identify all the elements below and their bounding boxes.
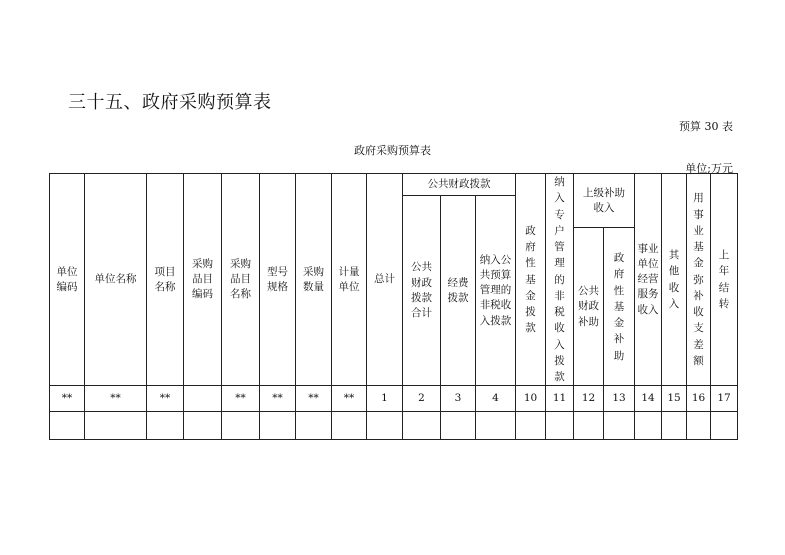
index-cell: 14 xyxy=(635,386,662,412)
header-model-spec: 型号规格 xyxy=(260,174,296,386)
page-heading: 三十五、政府采购预算表 xyxy=(68,92,272,113)
index-cell: 17 xyxy=(711,386,738,412)
data-cell xyxy=(85,412,147,440)
data-cell xyxy=(574,412,604,440)
header-public-finance-subtotal: 公共财政拨款合计 xyxy=(403,196,441,386)
index-cell: ** xyxy=(147,386,184,412)
data-cell xyxy=(260,412,296,440)
header-superior-subsidy-group: 上级补助收入 xyxy=(574,174,635,228)
procurement-budget-table xyxy=(49,173,738,440)
data-cell xyxy=(516,412,546,440)
index-cell: ** xyxy=(85,386,147,412)
header-measure-unit: 计量单位 xyxy=(332,174,367,386)
header-proc-qty: 采购数量 xyxy=(296,174,332,386)
data-cell xyxy=(403,412,441,440)
header-fund-deficit: 用事业基金弥补收支差额 xyxy=(687,174,711,386)
header-gov-fund-subsidy: 政府性基金补助 xyxy=(604,228,635,386)
unit-label: 单位;万元 xyxy=(685,162,733,175)
table-row-index xyxy=(50,386,738,412)
table-number: 预算 30 表 xyxy=(679,120,733,133)
data-cell xyxy=(476,412,516,440)
header-public-finance-group: 公共财政拨款 xyxy=(403,174,516,196)
index-cell: 16 xyxy=(687,386,711,412)
data-cell xyxy=(687,412,711,440)
header-operating-allocation: 经费拨款 xyxy=(441,196,476,386)
index-cell: 1 xyxy=(367,386,403,412)
index-cell: 11 xyxy=(546,386,574,412)
data-cell xyxy=(604,412,635,440)
header-gov-fund-allocation: 政府性基金拨款 xyxy=(516,174,546,386)
header-unit-code: 单位编码 xyxy=(50,174,85,386)
index-cell: 4 xyxy=(476,386,516,412)
data-cell xyxy=(662,412,687,440)
index-cell: ** xyxy=(222,386,260,412)
data-cell xyxy=(635,412,662,440)
data-cell xyxy=(184,412,222,440)
index-cell: 13 xyxy=(604,386,635,412)
header-prior-carryover: 上年结转 xyxy=(711,174,738,386)
index-cell: ** xyxy=(50,386,85,412)
index-cell: 10 xyxy=(516,386,546,412)
index-cell: 2 xyxy=(403,386,441,412)
header-unit-name: 单位名称 xyxy=(85,174,147,386)
table-caption: 政府采购预算表 xyxy=(354,144,431,157)
header-project-name: 项目名称 xyxy=(147,174,184,386)
index-cell: 12 xyxy=(574,386,604,412)
index-cell xyxy=(184,386,222,412)
header-public-finance-subsidy: 公共财政补助 xyxy=(574,228,604,386)
data-cell xyxy=(147,412,184,440)
table-row-empty xyxy=(50,412,738,440)
index-cell: ** xyxy=(260,386,296,412)
data-cell xyxy=(367,412,403,440)
data-cell xyxy=(296,412,332,440)
data-cell xyxy=(332,412,367,440)
header-special-nontax: 纳入专户管理的非税收入拨款 xyxy=(546,174,574,386)
header-proc-item-name: 采购品目名称 xyxy=(222,174,260,386)
index-cell: 15 xyxy=(662,386,687,412)
header-total: 总计 xyxy=(367,174,403,386)
header-other-income: 其他收入 xyxy=(662,174,687,386)
data-cell xyxy=(222,412,260,440)
index-cell: 3 xyxy=(441,386,476,412)
data-cell xyxy=(711,412,738,440)
header-business-income: 事业单位经营服务收入 xyxy=(635,174,662,386)
data-cell xyxy=(546,412,574,440)
index-cell: ** xyxy=(296,386,332,412)
data-cell xyxy=(441,412,476,440)
header-proc-item-code: 采购品目编码 xyxy=(184,174,222,386)
index-cell: ** xyxy=(332,386,367,412)
header-non-tax-allocation: 纳入公共预算管理的非税收入拨款 xyxy=(476,196,516,386)
data-cell xyxy=(50,412,85,440)
